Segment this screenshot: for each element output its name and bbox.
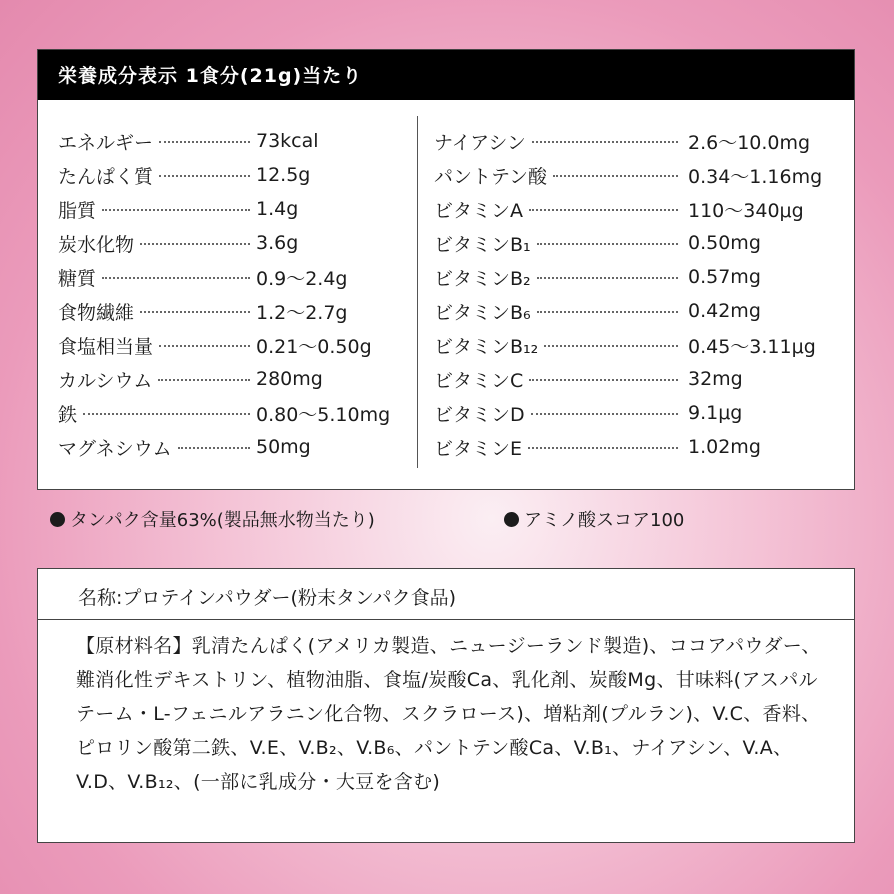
nutrient-row	[434, 226, 846, 260]
nutrient-label: 炭水化物	[58, 233, 135, 256]
nutrient-row	[58, 362, 416, 396]
nutrition-left-column	[58, 124, 416, 464]
dot-leader	[102, 209, 250, 211]
bullet-icon	[50, 512, 65, 527]
dot-leader	[537, 277, 678, 279]
nutrition-title: 栄養成分表示 1食分(21g)当たり	[58, 65, 363, 87]
nutrient-label: 糖質	[58, 267, 97, 290]
nutrition-right-column	[434, 124, 846, 464]
dot-leader	[178, 447, 250, 449]
nutrient-row	[434, 362, 846, 396]
amino-score-note	[504, 506, 684, 532]
nutrient-value: 0.50mg	[688, 232, 761, 254]
nutrient-row	[434, 124, 846, 158]
nutrient-label: ビタミンA	[434, 199, 523, 222]
nutrient-row	[58, 124, 416, 158]
dot-leader	[140, 311, 250, 313]
nutrient-row	[58, 192, 416, 226]
nutrient-value: 0.80〜5.10mg	[256, 403, 391, 426]
nutrient-label: 鉄	[58, 403, 78, 426]
nutrient-row	[58, 260, 416, 294]
nutrient-value: 9.1μg	[688, 402, 743, 424]
dot-leader	[159, 175, 250, 177]
nutrient-value: 110〜340μg	[688, 199, 804, 222]
nutrient-label: たんぱく質	[58, 165, 154, 188]
nutrient-label: マグネシウム	[58, 437, 172, 460]
nutrient-label: 食物繊維	[58, 301, 135, 324]
dot-leader	[158, 379, 250, 381]
nutrient-label: ビタミンC	[434, 369, 524, 392]
nutrient-value: 1.4g	[256, 198, 299, 220]
nutrient-label: ビタミンB₁	[434, 233, 531, 256]
bullet-icon	[504, 512, 519, 527]
dot-leader	[140, 243, 250, 245]
nutrition-facts-panel	[37, 49, 855, 490]
nutrient-label: エネルギー	[58, 131, 154, 154]
dot-leader	[529, 379, 678, 381]
nutrient-value: 1.2〜2.7g	[256, 301, 348, 324]
product-name: 名称:プロテインパウダー(粉末タンパク食品)	[78, 587, 457, 609]
nutrient-label: ビタミンB₆	[434, 301, 531, 324]
product-name-row	[38, 569, 854, 620]
nutrient-label: ビタミンB₂	[434, 267, 531, 290]
dot-leader	[544, 345, 678, 347]
nutrient-row	[58, 328, 416, 362]
protein-content-text: タンパク含量63%(製品無水物当たり)	[70, 510, 375, 531]
nutrient-value: 1.02mg	[688, 436, 761, 458]
dot-leader	[102, 277, 250, 279]
nutrient-value: 0.9〜2.4g	[256, 267, 348, 290]
dot-leader	[531, 413, 678, 415]
protein-content-note	[50, 506, 375, 532]
dot-leader	[537, 311, 678, 313]
nutrient-label: カルシウム	[58, 369, 153, 392]
nutrient-row	[58, 294, 416, 328]
nutrient-row	[434, 260, 846, 294]
nutrient-label: ビタミンE	[434, 437, 523, 460]
nutrient-label: 脂質	[58, 199, 97, 222]
column-divider	[417, 116, 418, 468]
nutrient-row	[434, 158, 846, 192]
nutrient-row	[434, 430, 846, 464]
nutrient-row	[58, 430, 416, 464]
nutrient-row	[58, 226, 416, 260]
dot-leader	[159, 141, 250, 143]
nutrient-value: 3.6g	[256, 232, 299, 254]
nutrient-label: ビタミンD	[434, 403, 525, 426]
dot-leader	[537, 243, 678, 245]
nutrient-value: 280mg	[256, 368, 323, 390]
amino-score-text: アミノ酸スコア100	[524, 510, 685, 531]
nutrient-row	[58, 158, 416, 192]
nutrition-title-bar	[38, 50, 854, 100]
nutrient-row	[434, 396, 846, 430]
ingredients-panel	[37, 568, 855, 843]
nutrient-label: ナイアシン	[434, 131, 526, 154]
nutrient-value: 73kcal	[256, 130, 319, 152]
nutrient-value: 2.6〜10.0mg	[688, 131, 811, 154]
dot-leader	[528, 447, 678, 449]
nutrient-label: ビタミンB₁₂	[434, 335, 539, 358]
nutrient-value: 0.45〜3.11μg	[688, 335, 816, 358]
nutrient-value: 0.57mg	[688, 266, 761, 288]
ingredients-text: 【原材料名】乳清たんぱく(アメリカ製造、ニュージーランド製造)、ココアパウダー、難消化性デキストリン、植物油脂、食塩/炭酸Ca、乳化剤、炭酸Mg、甘味料(アスパルテーム・L-フェニルアラニン化合物、スクラロース)、増粘剤(プルラン)、V.C、香料、ピロリン酸第二鉄、V.E、V.B₂、V.B₆、パントテン酸Ca、V.B₁、ナイアシン、V.A、V.D、V.B₁₂、(一部に乳成分・大豆を含む)	[76, 635, 821, 793]
dot-leader	[553, 175, 678, 177]
nutrient-value: 0.21〜0.50g	[256, 335, 372, 358]
nutrient-label: パントテン酸	[434, 165, 548, 188]
dot-leader	[159, 345, 250, 347]
nutrient-value: 32mg	[688, 368, 743, 390]
nutrient-value: 0.42mg	[688, 300, 761, 322]
nutrient-row	[58, 396, 416, 430]
dot-leader	[532, 141, 678, 143]
nutrient-value: 12.5g	[256, 164, 311, 186]
nutrient-value: 0.34〜1.16mg	[688, 165, 823, 188]
nutrient-row	[434, 294, 846, 328]
nutrient-row	[434, 328, 846, 362]
dot-leader	[83, 413, 250, 415]
nutrient-label: 食塩相当量	[58, 335, 154, 358]
dot-leader	[529, 209, 678, 211]
nutrient-row	[434, 192, 846, 226]
nutrient-value: 50mg	[256, 436, 311, 458]
